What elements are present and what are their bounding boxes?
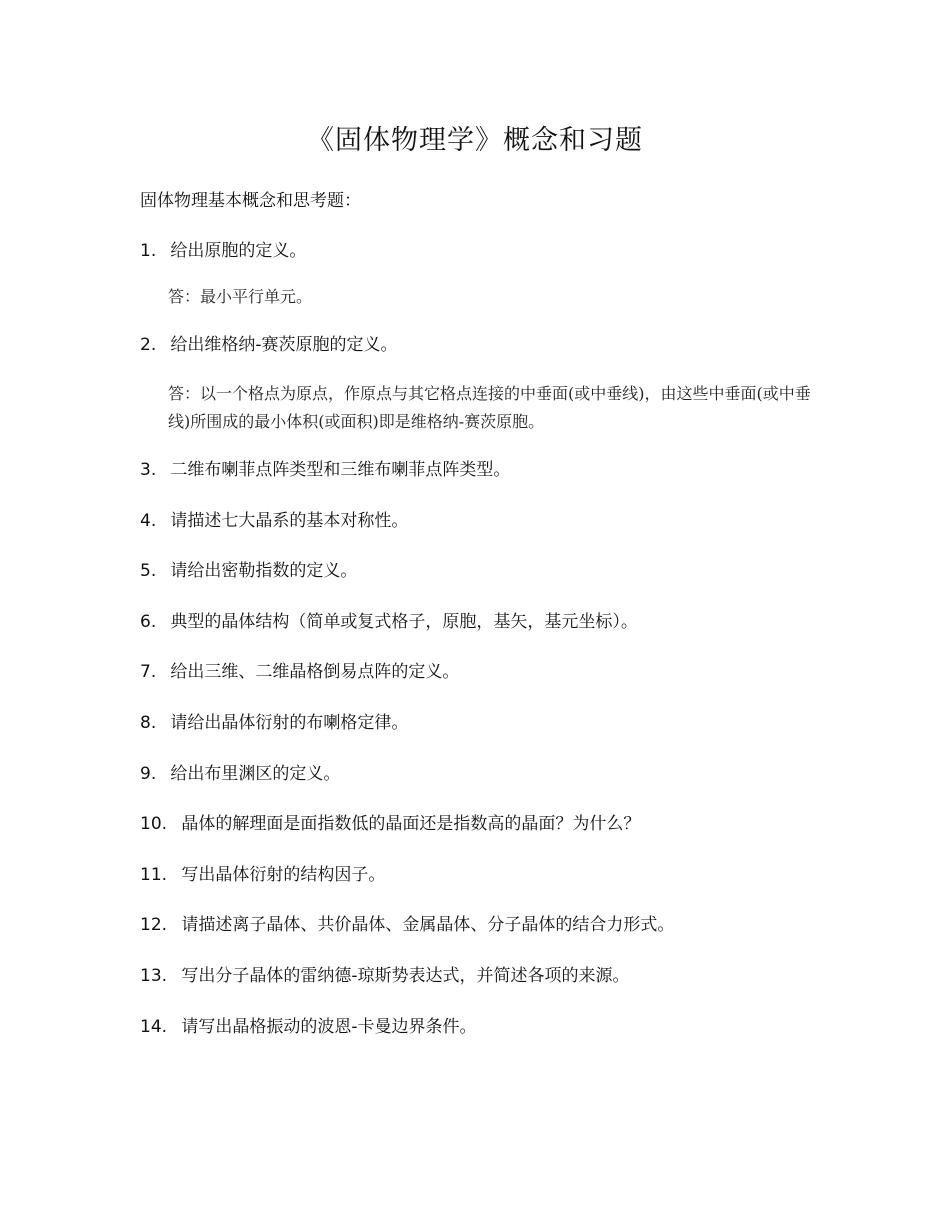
question-text: 给出布里渊区的定义。 <box>170 764 341 784</box>
question-number: 14. <box>140 1017 168 1037</box>
question-8 <box>140 708 408 733</box>
question-number: 12. <box>140 915 168 935</box>
document-title: 《固体物理学》概念和习题 <box>307 125 643 156</box>
question-text: 给出维格纳-赛茨原胞的定义。 <box>170 335 398 355</box>
question-7 <box>140 657 459 682</box>
question-text: 请写出晶格振动的波恩-卡曼边界条件。 <box>181 1017 477 1037</box>
question-number: 7. <box>140 662 157 682</box>
question-text: 写出晶体衍射的结构因子。 <box>181 865 386 885</box>
question-number: 13. <box>140 966 168 986</box>
question-number: 6. <box>140 612 157 632</box>
question-text: 请描述七大晶系的基本对称性。 <box>170 511 409 531</box>
question-10 <box>140 809 640 834</box>
question-text: 二维布喇菲点阵类型和三维布喇菲点阵类型。 <box>170 460 511 480</box>
question-9 <box>140 759 340 784</box>
answer-2: 答：以一个格点为原点，作原点与其它格点连接的中垂面(或中垂线)，由这些中垂面(或中垂线)所围成的最小体积(或面积)即是维格纳-赛茨原胞。 <box>168 384 811 431</box>
question-number: 9. <box>140 764 157 784</box>
question-text: 请给出密勒指数的定义。 <box>170 561 358 581</box>
answer-1: 答：最小平行单元。 <box>168 287 313 306</box>
question-text: 典型的晶体结构（简单或复式格子，原胞，基矢，基元坐标）。 <box>170 612 638 632</box>
question-number: 4. <box>140 511 157 531</box>
question-4 <box>140 506 408 531</box>
question-5 <box>140 556 357 581</box>
question-6 <box>140 607 638 632</box>
question-13 <box>140 961 630 986</box>
question-3 <box>140 455 510 480</box>
question-number: 10. <box>140 814 168 834</box>
question-text: 晶体的解理面是面指数低的晶面还是指数高的晶面？为什么？ <box>181 814 641 834</box>
question-text: 请描述离子晶体、共价晶体、金属晶体、分子晶体的结合力形式。 <box>181 915 675 935</box>
question-11 <box>140 860 385 885</box>
question-number: 1. <box>140 241 157 261</box>
question-text: 给出原胞的定义。 <box>170 241 307 261</box>
question-text: 写出分子晶体的雷纳德-琼斯势表达式，并简述各项的来源。 <box>181 966 630 986</box>
question-number: 8. <box>140 713 157 733</box>
question-text: 请给出晶体衍射的布喇格定律。 <box>170 713 409 733</box>
question-1 <box>140 236 306 261</box>
question-number: 11. <box>140 865 168 885</box>
question-14 <box>140 1012 477 1037</box>
question-number: 2. <box>140 335 157 355</box>
question-12 <box>140 910 674 935</box>
question-number: 3. <box>140 460 157 480</box>
question-text: 给出三维、二维晶格倒易点阵的定义。 <box>170 662 460 682</box>
question-2 <box>140 330 398 355</box>
section-heading: 固体物理基本概念和思考题： <box>140 191 361 211</box>
question-number: 5. <box>140 561 157 581</box>
